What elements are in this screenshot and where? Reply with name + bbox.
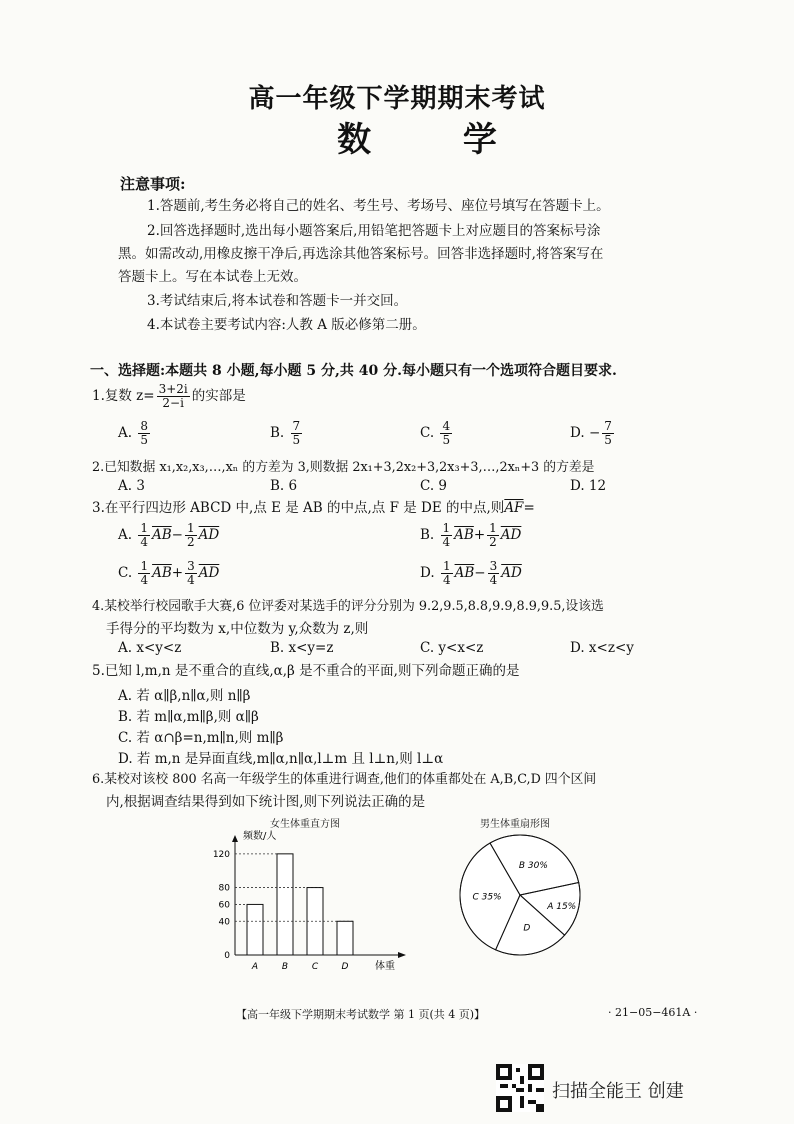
q5-option-b[interactable]: B. 若 m∥α,m∥β,则 α∥β (118, 709, 259, 725)
question-3: 3.在平行四边形 ABCD 中,点 E 是 AB 的中点,点 F 是 DE 的中点,则$\overline{AF}=$ (92, 500, 535, 516)
x-axis-arrow (398, 952, 406, 958)
q3-option-c[interactable]: C. $\frac{1}{4}$ $\overline{AB}+$ $\frac{3}{4}$ $\overline{AD}$ (118, 559, 220, 587)
question-6-line1: 6.某校对该校 800 名高一年级学生的体重进行调查,他们的体重都处在 A,B,C,D 四个区间 (92, 772, 597, 787)
notice-item: 黑。如需改动,用橡皮擦干净后,再选涂其他答案标号。回答非选择题时,将答案写在 (118, 246, 604, 262)
question-1: 1.复数 z= $\frac{3+2i}{2-i}$ 的实部是 (92, 382, 246, 410)
notice-item: 1.答题前,考生务必将自己的姓名、考生号、考场号、座位号填写在答题卡上。 (147, 198, 610, 214)
x-tick-label: D (341, 962, 349, 972)
q1-option-c[interactable]: C. $\frac{4}{5}$ (420, 419, 451, 447)
q4-option-d[interactable]: D. x<z<y (570, 640, 634, 656)
y-tick-label: 40 (218, 917, 230, 928)
q4-option-b[interactable]: B. x<y=z (270, 640, 334, 656)
notice-item: 3.考试结束后,将本试卷和答题卡一并交回。 (147, 293, 408, 309)
q1-option-a[interactable]: A. $\frac{8}{5}$ (118, 419, 148, 447)
q5-option-d[interactable]: D. 若 m,n 是异面直线,m∥α,n∥α,l⊥m 且 l⊥n,则 l⊥α (118, 751, 444, 767)
y-tick-label: 120 (212, 849, 230, 860)
q5-option-a[interactable]: A. 若 α∥β,n∥α,则 n∥β (118, 688, 251, 704)
fraction: $\frac{3+2i}{2-i}$ (158, 382, 188, 410)
notice-item: 答题卡上。写在本试卷上无效。 (118, 269, 307, 285)
q3-option-a[interactable]: A. $\frac{1}{4}$ $\overline{AB}-$ $\frac{1}{2}$ $\overline{AD}$ (118, 521, 220, 549)
x-tick-label: C (311, 962, 319, 972)
q3-option-b[interactable]: B. $\frac{1}{4}$ $\overline{AB}+$ $\frac{1}{2}$ $\overline{AD}$ (420, 521, 522, 549)
q1-option-b[interactable]: B. $\frac{7}{5}$ (270, 419, 301, 447)
q2-option-d[interactable]: D. 12 (570, 478, 607, 494)
y-tick-label: 80 (218, 883, 230, 894)
scanner-watermark: 扫描全能王 创建 (552, 1081, 684, 1102)
x-tick-label: B (281, 962, 289, 972)
notice-item: 4.本试卷主要考试内容:人教 A 版必修第二册。 (147, 317, 426, 333)
notice-item: 2.回答选择题时,选出每小题答案后,用铅笔把答题卡上对应题目的答案标号涂 (147, 223, 601, 239)
pie-label-B: B 30% (518, 860, 548, 871)
q2-option-c[interactable]: C. 9 (420, 478, 448, 494)
y-axis-arrow (232, 835, 238, 842)
notice-heading: 注意事项: (120, 175, 186, 193)
q3-option-d[interactable]: D. $\frac{1}{4}$ $\overline{AB}-$ $\frac{3}{4}$ $\overline{AD}$ (420, 559, 522, 587)
q4-option-c[interactable]: C. y<x<z (420, 640, 484, 656)
bar-chart (200, 825, 430, 975)
bar-B (277, 854, 293, 955)
q2-option-b[interactable]: B. 6 (270, 478, 298, 494)
pie-label-A: A 15% (547, 902, 577, 913)
qr-code-icon (496, 1064, 544, 1112)
y-tick-label: 60 (218, 900, 230, 911)
footer-page-info: 【高一年级下学期期末考试数学 第 1 页(共 4 页)】 (236, 1008, 486, 1021)
question-4-line2: 手得分的平均数为 x,中位数为 y,众数为 z,则 (106, 621, 369, 637)
question-2: 2.已知数据 x₁,x₂,x₃,…,xₙ 的方差为 3,则数据 2x₁+3,2x₂+3,2x₃+3,…,2xₙ+3 的方差是 (92, 460, 595, 475)
bar-D (337, 921, 353, 955)
exam-title: 高一年级下学期期末考试 (248, 84, 546, 114)
pie-chart (455, 830, 585, 960)
x-tick-label: A (251, 962, 259, 972)
q2-option-a[interactable]: A. 3 (118, 478, 145, 494)
bar-chart-title: 女生体重直方图 (270, 819, 340, 830)
x-axis-label: 体重 (375, 961, 395, 972)
y-tick-label: 0 (224, 951, 230, 961)
q1-option-d[interactable]: D. − $\frac{7}{5}$ (570, 419, 612, 447)
pie-chart-title: 男生体重扇形图 (480, 819, 550, 830)
footer-code: · 21−05−461A · (608, 1006, 698, 1019)
pie-label-D: D (523, 923, 531, 934)
subject-title: 数 学 (337, 120, 537, 160)
pie-label-C: C 35% (472, 892, 502, 903)
q5-option-c[interactable]: C. 若 α∩β=n,m∥n,则 m∥β (118, 730, 284, 746)
q4-option-a[interactable]: A. x<y<z (118, 640, 182, 656)
section-heading: 一、选择题:本题共 8 小题,每小题 5 分,共 40 分.每小题只有一个选项符合题目要求. (90, 363, 617, 379)
question-6-line2: 内,根据调查结果得到如下统计图,则下列说法正确的是 (106, 794, 426, 810)
question-4-line1: 4.某校举行校园歌手大赛,6 位评委对某选手的评分分别为 9.2,9.5,8.8,9.9,8.9,9.5,设该选 (92, 599, 604, 614)
bar-A (247, 904, 263, 955)
question-5: 5.已知 l,m,n 是不重合的直线,α,β 是不重合的平面,则下列命题正确的是 (92, 663, 520, 679)
y-axis-label: 频数/人 (243, 831, 277, 842)
